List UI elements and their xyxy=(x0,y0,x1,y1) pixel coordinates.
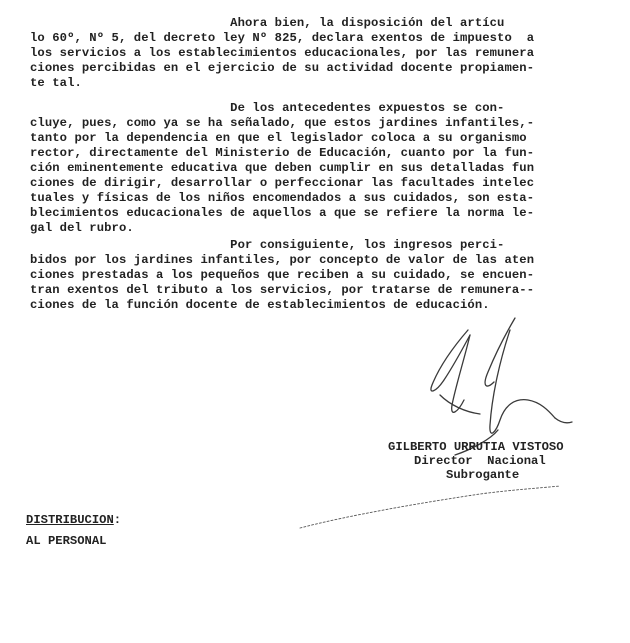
distribution-section xyxy=(26,513,121,548)
paragraph-line: gal del rubro. xyxy=(30,221,134,235)
paragraph-line: los servicios a los establecimientos educacionales, por las remunera xyxy=(30,46,535,60)
paragraph-1 xyxy=(30,16,602,91)
distribution-heading xyxy=(26,513,121,527)
signatory-name: GILBERTO URRUTIA VISTOSO xyxy=(388,440,564,454)
distribution-label: DISTRIBUCION xyxy=(26,513,114,527)
paragraph-line: ciones de la función docente de establecimientos de educación. xyxy=(30,298,490,312)
paragraph-line: lo 60º, Nº 5, del decreto ley Nº 825, declara exentos de impuesto a xyxy=(30,31,535,45)
paragraph-line: ciones percibidas en el ejercicio de su actividad docente propiamen- xyxy=(30,61,535,75)
signatory-title: Director Nacional xyxy=(414,454,546,468)
paragraph-line: te tal. xyxy=(30,76,82,90)
paragraph-line: De los antecedentes expuestos se con- xyxy=(30,101,505,115)
paragraph-line: rector, directamente del Ministerio de Educación, cuanto por la fun- xyxy=(30,146,535,160)
distribution-label-colon: : xyxy=(113,513,122,527)
paragraph-line: bidos por los jardines infantiles, por concepto de valor de las aten xyxy=(30,253,535,267)
paragraph-2 xyxy=(30,101,602,236)
signature-block xyxy=(388,440,588,482)
paragraph-line: blecimientos educacionales de aquellos a que se refiere la norma le- xyxy=(30,206,535,220)
paragraph-line: Ahora bien, la disposición del artícu xyxy=(30,16,505,30)
signatory-title-qualifier: Subrogante xyxy=(446,468,520,482)
paragraph-3 xyxy=(30,238,602,313)
paragraph-line: ción eminentemente educativa que deben cumplir en sus detalladas fun xyxy=(30,161,535,175)
distribution-item: AL PERSONAL xyxy=(26,534,107,548)
paragraph-line: tran exentos del tributo a los servicios, por tratarse de remunera-- xyxy=(30,283,535,297)
paragraph-line: cluye, pues, como ya se ha señalado, que estos jardines infantiles,- xyxy=(30,116,535,130)
paragraph-line: tanto por la dependencia en que el legislador coloca a su organismo xyxy=(30,131,527,145)
paragraph-line: tuales y físicas de los niños encomendados a sus cuidados, son esta- xyxy=(30,191,535,205)
paragraph-line: ciones prestadas a los pequeños que reciben a su cuidado, se encuen- xyxy=(30,268,535,282)
paragraph-line: ciones de dirigir, desarrollar o perfeccionar las facultades intelec xyxy=(30,176,535,190)
paragraph-line: Por consiguiente, los ingresos perci- xyxy=(30,238,505,252)
